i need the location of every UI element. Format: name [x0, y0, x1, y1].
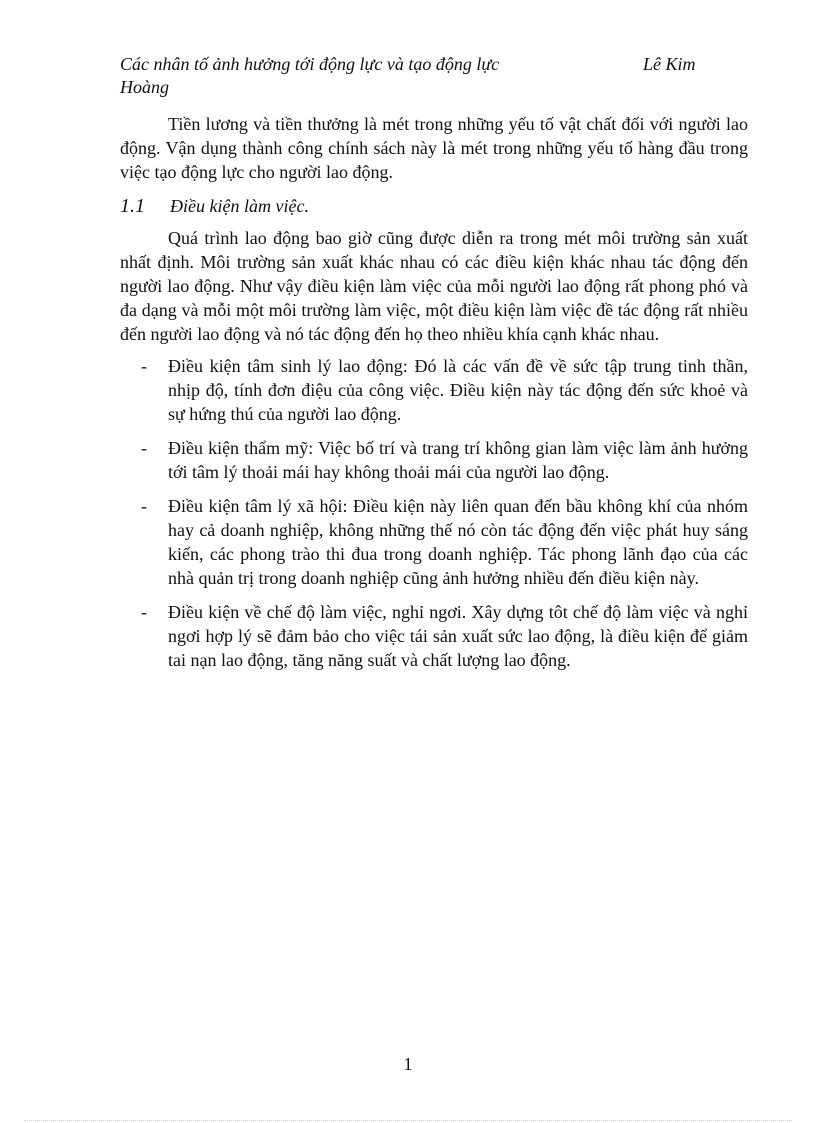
bullet-item [120, 600, 748, 672]
page-number: 1 [403, 1054, 413, 1074]
bullet-text: Điều kiện tâm sinh lý lao động: Đó là các vấn đề về sức tập trung tinh thần, nhịp độ, tính đơn điệu của công việc. Điều kiện này tác động đến sức khoẻ và sự hứng thú của người lao động. [168, 356, 748, 424]
bullet-marker: - [141, 602, 147, 622]
bullet-marker: - [141, 496, 147, 516]
section-heading [120, 194, 748, 218]
bullet-item [120, 354, 748, 426]
bullet-marker: - [141, 438, 147, 458]
bullet-text: Điều kiện thẩm mỹ: Việc bố trí và trang trí không gian làm việc làm ảnh hưởng tới tâm lý thoải mái hay không thoải mái của người lao động. [168, 438, 748, 482]
bullet-text: Điều kiện về chế độ làm việc, nghỉ ngơi. Xây dựng tôt chế độ làm việc và nghỉ ngơi hợp lý sẽ đảm bảo cho việc tái sản xuất sức lao động, là điều kiện để giảm tai nạn lao động, tăng năng suất và chất lượng lao động. [168, 602, 748, 670]
section-title: Điều kiện làm việc. [170, 196, 309, 216]
page-bottom-divider [24, 1120, 792, 1121]
page-body [120, 112, 748, 682]
section-number: 1.1 [120, 195, 145, 217]
page-header [120, 53, 710, 99]
bullet-text: Điều kiện tâm lý xã hội: Điều kiện này liên quan đến bầu không khí của nhóm hay cả doanh nghiệp, không những thế nó còn tác động đến việc phát huy sáng kiến, các phong trào thi đua trong doanh nghiệp. Tác phong lãnh đạo của các nhà quản trị trong doanh nghiệp cũng ảnh hưởng nhiều đến điều kiện này. [168, 496, 748, 588]
bullet-marker: - [141, 356, 147, 376]
header-author-continued: Hoàng [120, 77, 169, 97]
header-title: Các nhân tố ảnh hưởng tới động lực và tạo động lực [120, 54, 500, 74]
bullet-item [120, 436, 748, 484]
header-author: Lê Kim [643, 54, 696, 74]
section-paragraph: Quá trình lao động bao giờ cũng được diễn ra trong mét môi trường sản xuất nhất định. Môi trường sản xuất khác nhau có các điều kiện khác nhau tác động đến người lao động. Như vậy điều kiện làm việc của mỗi người lao động rất phong phó và đa dạng và mỗi một môi trường làm việc, một điều kiện làm việc đề tác động rất nhiều đến người lao động và nó tác động đến họ theo nhiều khía cạnh khác nhau. [120, 228, 748, 344]
intro-paragraph: Tiền lương và tiền thưởng là mét trong những yếu tố vật chất đối với người lao động. Vận dụng thành công chính sách này là mét trong những yếu tố hàng đầu trong việc tạo động lực cho người lao động. [120, 114, 748, 182]
bullet-item [120, 494, 748, 590]
